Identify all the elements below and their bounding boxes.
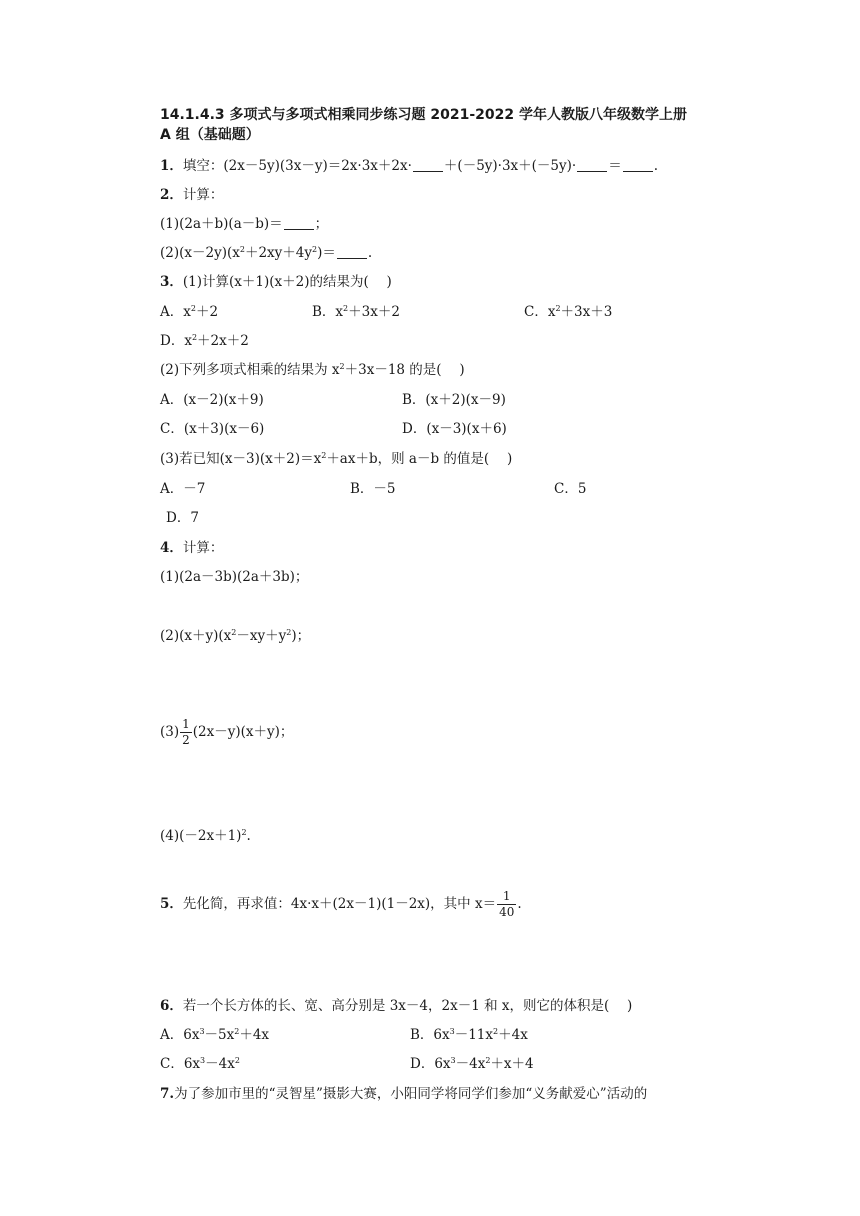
option-b: B．－5: [350, 481, 396, 497]
question-3-part-2: (2)下列多项式相乘的结果为 $x^2+3x-18$ 的是( ): [160, 362, 465, 378]
question-number: 2．: [160, 187, 183, 203]
question-4-part-3: (3) $\frac{1}{2}$ (2x－y)(x＋y)；: [160, 717, 294, 747]
question-4-part-4: $(4)(-2x+1)^2$.: [160, 828, 251, 844]
option-d: D．$x^2+2x+2$: [160, 333, 249, 349]
answer-blank: [623, 159, 653, 172]
question-2-part-1: (1)(2a＋b)(a－b)＝ ；: [160, 216, 329, 232]
option-c: C．$x^2+3x+3$: [524, 304, 613, 320]
question-2: 2．计算：: [160, 187, 224, 203]
question-3-part-1: 3．(1)计算(x＋1)(x＋2)的结果为( ): [160, 274, 392, 290]
question-6: 6．若一个长方体的长、宽、高分别是 3x－4，2x－1 和 x，则它的体积是( ): [160, 998, 633, 1014]
question-4: 4．计算：: [160, 540, 224, 556]
option-b: B．(x＋2)(x－9): [402, 392, 506, 408]
option-d: D．$6x^3-4x^2+x+4$: [410, 1056, 534, 1072]
document-title: 14.1.4.3 多项式与多项式相乘同步练习题 2021-2022 学年人教版八年级数学上册: [160, 107, 688, 123]
option-b: B．$x^2+3x+2$: [312, 304, 400, 320]
question-number: 5．: [160, 896, 183, 912]
question-1: 1．填空：(2x－5y)(3x－y)＝2x·3x＋2x· ＋(－5y)·3x＋(－5y)· ＝ .: [160, 158, 659, 174]
question-4-part-1: (1)(2a－3b)(2a＋3b)；: [160, 569, 309, 585]
fraction: $\frac{1}{40}$: [499, 889, 515, 919]
question-2-part-2: $(2)(x-2y)(x^2+2xy+4y^2)=$ .: [160, 245, 373, 261]
answer-blank: [413, 159, 443, 172]
fraction: $\frac{1}{2}$: [182, 717, 190, 747]
option-a: A．(x－2)(x＋9): [160, 392, 264, 408]
option-a: A．$6x^3-5x^2+4x$: [160, 1027, 270, 1043]
answer-blank: [337, 246, 367, 259]
answer-blank: [284, 217, 314, 230]
option-a: A．－7: [160, 481, 206, 497]
question-number: 4．: [160, 540, 183, 556]
option-c: C．$6x^3-4x^2$: [160, 1056, 240, 1072]
option-d: D．7: [166, 510, 199, 526]
question-number: 1．: [160, 158, 183, 174]
answer-blank: [577, 159, 607, 172]
option-c: C．(x＋3)(x－6): [160, 421, 265, 437]
option-a: A．$x^2+2$: [160, 304, 219, 320]
option-c: C．5: [554, 481, 587, 497]
question-7: 7.为了参加市里的“灵智星”摄影大赛，小阳同学将同学们参加“义务献爱心”活动的: [160, 1086, 648, 1102]
question-4-part-2: $(2)(x+y)(x^2-xy+y^2)$；: [160, 628, 311, 644]
question-number: 7.: [160, 1086, 175, 1102]
question-number: 6．: [160, 998, 183, 1014]
option-b: B．$6x^3-11x^2+4x$: [410, 1027, 528, 1043]
group-a-heading: A 组（基础题）: [160, 127, 260, 143]
question-number: 3．: [160, 274, 183, 290]
question-5: 5．先化简，再求值：4x·x＋(2x－1)(1－2x)，其中 x＝ $\frac{1}{40}$ .: [160, 889, 522, 919]
option-d: D．(x－3)(x＋6): [402, 421, 507, 437]
question-3-part-3: (3)若已知$(x-3)(x+2)=x^2+ax+b$，则 a－b 的值是( ): [160, 451, 513, 467]
